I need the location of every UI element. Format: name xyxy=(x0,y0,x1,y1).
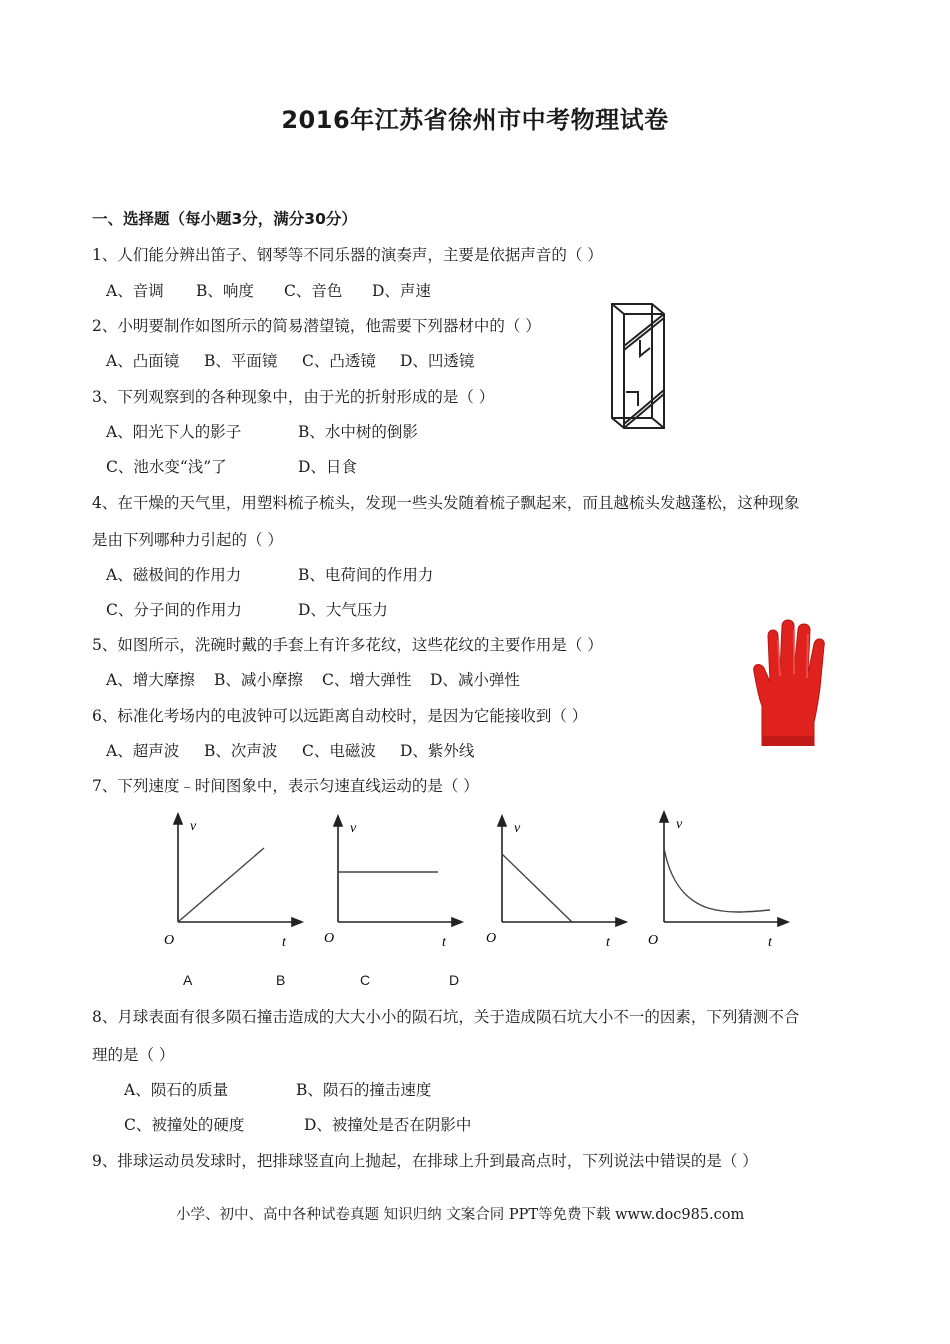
axis-t-label: t xyxy=(282,935,286,950)
axis-v-label: v xyxy=(676,817,683,832)
graph-label-c: C xyxy=(360,972,371,988)
question-4-option-b: B、电荷间的作用力 xyxy=(298,566,434,584)
question-3-option-c: C、池水变“浅”了 xyxy=(106,458,227,476)
question-3-option-d: D、日食 xyxy=(298,458,357,476)
axis-v-label: v xyxy=(190,819,197,834)
axis-t-label: t xyxy=(442,935,446,950)
question-8-stem-line1: 8、月球表面有很多陨石撞击造成的大大小小的陨石坑，关于造成陨石坑大小不一的因素，下列猜测不合 xyxy=(92,1008,800,1026)
option-d: D、紫外线 xyxy=(400,742,475,760)
origin-label: O xyxy=(648,933,659,948)
question-4-stem-line1: 4、在干燥的天气里，用塑料梳子梳头，发现一些头发随着梳子飘起来，而且越梳头发越蓬松，这种现象 xyxy=(92,494,800,512)
question-4-stem-line2: 是由下列哪种力引起的（ ） xyxy=(92,531,283,549)
option-a: A、凸面镜 xyxy=(106,352,180,370)
option-a: A、音调 xyxy=(106,282,164,300)
option-d: D、减小弹性 xyxy=(430,671,520,689)
axis-v-label: v xyxy=(514,821,521,836)
question-1-options xyxy=(106,279,431,301)
question-8-option-b: B、陨石的撞击速度 xyxy=(296,1081,432,1099)
question-1-stem: 1、人们能分辨出笛子、钢琴等不同乐器的演奏声，主要是依据声音的（ ） xyxy=(92,246,603,264)
question-4-option-c: C、分子间的作用力 xyxy=(106,601,242,619)
option-c: C、增大弹性 xyxy=(322,671,412,689)
option-d: D、凹透镜 xyxy=(400,352,475,370)
page-footer: 小学、初中、高中各种试卷真题 知识归纳 文案合同 PPT等免费下载 www.doc985.com xyxy=(176,1207,745,1223)
question-8-option-c: C、被撞处的硬度 xyxy=(124,1116,245,1134)
origin-label: O xyxy=(324,931,335,946)
graph-label-b: B xyxy=(276,972,286,988)
question-9-stem: 9、排球运动员发球时，把排球竖直向上抛起，在排球上升到最高点时，下列说法中错误的是（ ） xyxy=(92,1152,758,1170)
question-3-option-a: A、阳光下人的影子 xyxy=(106,423,242,441)
question-2-stem: 2、小明要制作如图所示的简易潜望镜，他需要下列器材中的（ ） xyxy=(92,317,541,335)
question-8-option-a: A、陨石的质量 xyxy=(124,1081,229,1099)
axis-v-label: v xyxy=(350,821,357,836)
option-a: A、超声波 xyxy=(106,742,180,760)
option-d: D、声速 xyxy=(372,282,431,300)
graph-label-a: A xyxy=(183,972,193,988)
axis-t-label: t xyxy=(768,935,772,950)
question-8-stem-line2: 理的是（ ） xyxy=(92,1046,175,1064)
section-heading: 一、选择题（每小题3分，满分30分） xyxy=(92,210,357,228)
origin-label: O xyxy=(164,933,175,948)
question-3-option-b: B、水中树的倒影 xyxy=(298,423,418,441)
option-b: B、次声波 xyxy=(204,742,278,760)
graph-b xyxy=(318,812,468,952)
question-7-stem: 7、下列速度﹣时间图象中，表示匀速直线运动的是（ ） xyxy=(92,777,479,795)
question-2-options xyxy=(106,349,474,371)
page-title: 2016年江苏省徐州市中考物理试卷 xyxy=(281,106,669,134)
question-6-options xyxy=(106,739,474,761)
question-3-stem: 3、下列观察到的各种现象中，由于光的折射形成的是（ ） xyxy=(92,388,495,406)
question-4-option-a: A、磁极间的作用力 xyxy=(106,566,242,584)
option-a: A、增大摩擦 xyxy=(106,671,195,689)
question-4-option-d: D、大气压力 xyxy=(298,601,388,619)
option-b: B、减小摩擦 xyxy=(214,671,303,689)
origin-label: O xyxy=(486,931,497,946)
question-6-stem: 6、标准化考场内的电波钟可以远距离自动校时，是因为它能接收到（ ） xyxy=(92,707,588,725)
graph-d xyxy=(644,808,794,952)
glove-figure xyxy=(752,618,832,746)
option-c: C、凸透镜 xyxy=(302,352,376,370)
option-c: C、音色 xyxy=(284,282,343,300)
axis-t-label: t xyxy=(606,935,610,950)
graph-label-d: D xyxy=(449,972,460,988)
option-b: B、响度 xyxy=(196,282,254,300)
option-b: B、平面镜 xyxy=(204,352,278,370)
option-c: C、电磁波 xyxy=(302,742,376,760)
graph-a xyxy=(156,812,306,952)
periscope-figure xyxy=(604,300,672,432)
question-5-options xyxy=(106,668,520,690)
graph-c xyxy=(482,812,632,952)
question-8-option-d: D、被撞处是否在阴影中 xyxy=(304,1116,472,1134)
question-5-stem: 5、如图所示，洗碗时戴的手套上有许多花纹，这些花纹的主要作用是（ ） xyxy=(92,636,603,654)
